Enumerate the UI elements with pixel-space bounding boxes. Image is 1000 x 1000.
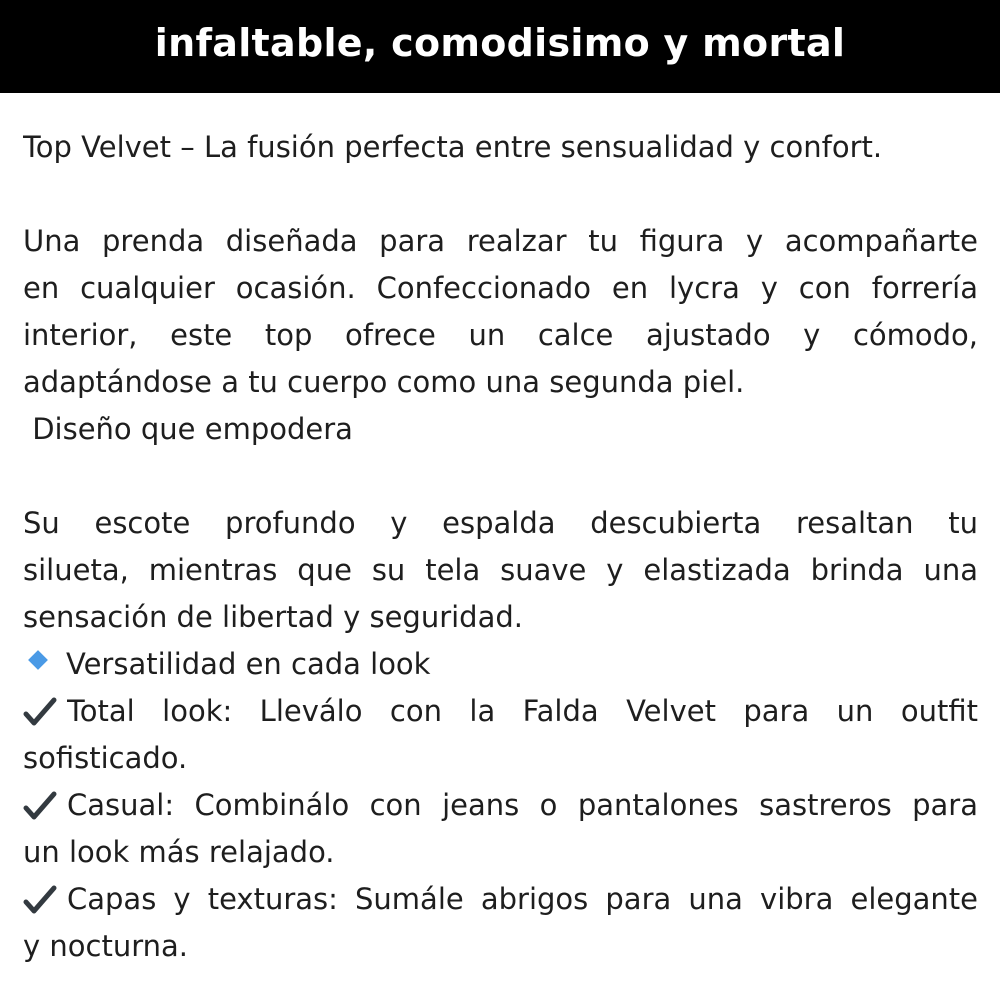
diamond-icon	[28, 641, 58, 688]
paragraph-line: silueta, mientras que su tela suave y elastizada brinda una	[23, 553, 978, 587]
header-bar	[0, 0, 1000, 93]
check-icon	[23, 876, 59, 923]
list-item-text: Total look: Lleválo con la Falda Velvet para un outfit	[67, 694, 978, 728]
paragraph-line: adaptándose a tu cuerpo como una segunda piel.	[23, 365, 745, 399]
check-icon	[23, 688, 59, 735]
list-item-text-continued: y nocturna.	[23, 929, 188, 963]
list-item-text: Casual: Combinálo con jeans o pantalones sastreros para	[67, 788, 978, 822]
list-item	[23, 688, 978, 782]
paragraph-silhouette	[23, 500, 978, 641]
list-item	[23, 876, 978, 970]
list-item-text-continued: sofisticado.	[23, 741, 188, 775]
paragraph-line: Su escote profundo y espalda descubierta resaltan tu	[23, 506, 978, 540]
paragraph-line: sensación de libertad y seguridad.	[23, 600, 523, 634]
spacer	[23, 453, 978, 500]
subheading: Diseño que empodera	[23, 412, 353, 446]
description-body	[23, 124, 978, 970]
intro-line: Top Velvet – La fusión perfecta entre sensualidad y confort.	[23, 130, 883, 164]
check-icon	[23, 782, 59, 829]
paragraph-line: en cualquier ocasión. Confeccionado en lycra y con forrería	[23, 271, 978, 305]
list-item-text-continued: un look más relajado.	[23, 835, 335, 869]
spacer	[23, 171, 978, 218]
paragraph-line: Una prenda diseñada para realzar tu figura y acompañarte	[23, 224, 978, 258]
versatility-heading	[23, 641, 978, 688]
list-item	[23, 782, 978, 876]
paragraph-description	[23, 218, 978, 406]
versatility-label: Versatilidad en cada look	[66, 647, 431, 681]
list-item-text: Capas y texturas: Sumále abrigos para una vibra elegante	[67, 882, 978, 916]
paragraph-line: interior, este top ofrece un calce ajustado y cómodo,	[23, 318, 978, 352]
page-title: infaltable, comodisimo y mortal	[154, 20, 846, 65]
